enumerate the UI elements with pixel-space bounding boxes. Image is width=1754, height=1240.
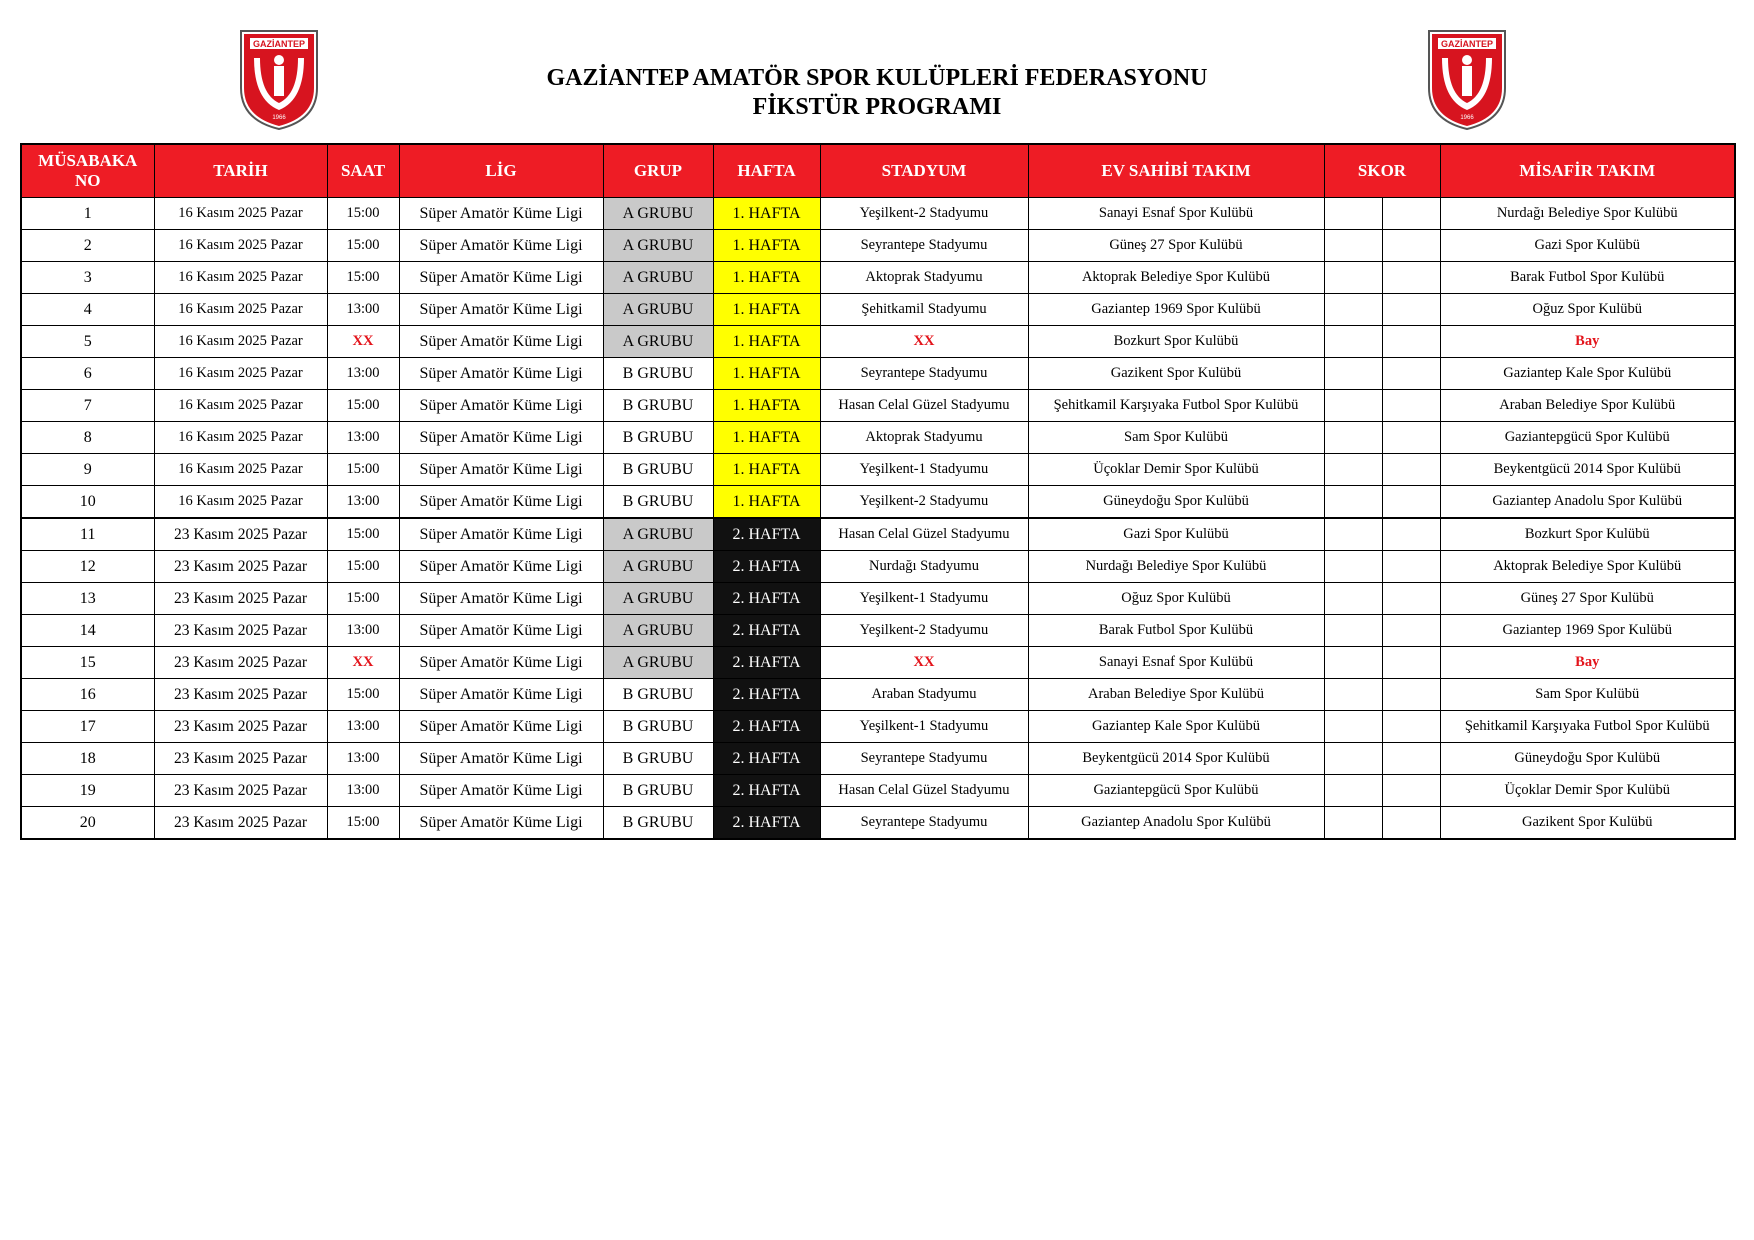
week-cell: 1. HAFTA (713, 230, 820, 262)
date-cell: 23 Kasım 2025 Pazar (154, 583, 327, 615)
score-away-cell (1382, 775, 1440, 807)
home-team-cell: Sanayi Esnaf Spor Kulübü (1028, 647, 1324, 679)
group-cell: A GRUBU (603, 518, 713, 551)
group-cell: A GRUBU (603, 230, 713, 262)
score-home-cell (1324, 262, 1382, 294)
score-home-cell (1324, 583, 1382, 615)
league-cell: Süper Amatör Küme Ligi (399, 775, 603, 807)
week-cell: 2. HAFTA (713, 679, 820, 711)
score-away-cell (1382, 647, 1440, 679)
date-cell: 23 Kasım 2025 Pazar (154, 647, 327, 679)
group-cell: B GRUBU (603, 486, 713, 519)
home-team-cell: Nurdağı Belediye Spor Kulübü (1028, 551, 1324, 583)
league-cell: Süper Amatör Küme Ligi (399, 615, 603, 647)
stadium-cell: Aktoprak Stadyumu (820, 422, 1028, 454)
table-row (21, 647, 1735, 679)
time-cell: 15:00 (327, 518, 399, 551)
table-row (21, 198, 1735, 230)
date-cell: 23 Kasım 2025 Pazar (154, 679, 327, 711)
date-cell: 16 Kasım 2025 Pazar (154, 262, 327, 294)
score-home-cell (1324, 551, 1382, 583)
time-cell: 13:00 (327, 422, 399, 454)
col-header-stadium: STADYUM (820, 144, 1028, 198)
week-cell: 2. HAFTA (713, 518, 820, 551)
home-team-cell: Oğuz Spor Kulübü (1028, 583, 1324, 615)
stadium-cell: Yeşilkent-2 Stadyumu (820, 486, 1028, 519)
match-no-cell: 12 (21, 551, 154, 583)
away-team-cell: Gazikent Spor Kulübü (1440, 807, 1735, 840)
home-team-cell: Gazi Spor Kulübü (1028, 518, 1324, 551)
score-home-cell (1324, 454, 1382, 486)
table-row (21, 422, 1735, 454)
home-team-cell: Bozkurt Spor Kulübü (1028, 326, 1324, 358)
away-team-cell: Oğuz Spor Kulübü (1440, 294, 1735, 326)
score-home-cell (1324, 230, 1382, 262)
match-no-cell: 14 (21, 615, 154, 647)
score-home-cell (1324, 711, 1382, 743)
away-team-cell: Gaziantepgücü Spor Kulübü (1440, 422, 1735, 454)
week-cell: 1. HAFTA (713, 390, 820, 422)
group-cell: A GRUBU (603, 551, 713, 583)
col-header-time: SAAT (327, 144, 399, 198)
away-team-cell: Gaziantep 1969 Spor Kulübü (1440, 615, 1735, 647)
league-cell: Süper Amatör Küme Ligi (399, 390, 603, 422)
score-away-cell (1382, 486, 1440, 519)
group-cell: B GRUBU (603, 454, 713, 486)
score-away-cell (1382, 198, 1440, 230)
table-row (21, 358, 1735, 390)
time-cell: 13:00 (327, 743, 399, 775)
week-cell: 1. HAFTA (713, 358, 820, 390)
league-cell: Süper Amatör Küme Ligi (399, 454, 603, 486)
week-cell: 2. HAFTA (713, 583, 820, 615)
stadium-cell: Yeşilkent-2 Stadyumu (820, 198, 1028, 230)
date-cell: 23 Kasım 2025 Pazar (154, 743, 327, 775)
match-no-cell: 9 (21, 454, 154, 486)
stadium-cell: Seyrantepe Stadyumu (820, 743, 1028, 775)
stadium-cell: Şehitkamil Stadyumu (820, 294, 1028, 326)
table-row (21, 743, 1735, 775)
table-row (21, 262, 1735, 294)
stadium-cell: Yeşilkent-1 Stadyumu (820, 454, 1028, 486)
date-cell: 16 Kasım 2025 Pazar (154, 390, 327, 422)
home-team-cell: Aktoprak Belediye Spor Kulübü (1028, 262, 1324, 294)
score-home-cell (1324, 198, 1382, 230)
time-cell: 15:00 (327, 583, 399, 615)
league-cell: Süper Amatör Küme Ligi (399, 647, 603, 679)
svg-text:1966: 1966 (272, 115, 286, 121)
score-away-cell (1382, 230, 1440, 262)
score-away-cell (1382, 679, 1440, 711)
score-home-cell (1324, 326, 1382, 358)
time-cell: 15:00 (327, 262, 399, 294)
date-cell: 16 Kasım 2025 Pazar (154, 294, 327, 326)
stadium-cell: XX (820, 647, 1028, 679)
stadium-cell: Hasan Celal Güzel Stadyumu (820, 518, 1028, 551)
date-cell: 23 Kasım 2025 Pazar (154, 711, 327, 743)
table-row (21, 775, 1735, 807)
score-away-cell (1382, 518, 1440, 551)
week-cell: 2. HAFTA (713, 551, 820, 583)
group-cell: A GRUBU (603, 294, 713, 326)
league-cell: Süper Amatör Küme Ligi (399, 583, 603, 615)
group-cell: A GRUBU (603, 647, 713, 679)
time-cell: 15:00 (327, 551, 399, 583)
week-cell: 1. HAFTA (713, 262, 820, 294)
away-team-cell: Güneydoğu Spor Kulübü (1440, 743, 1735, 775)
col-header-league: LİG (399, 144, 603, 198)
stadium-cell: Seyrantepe Stadyumu (820, 230, 1028, 262)
time-cell: 13:00 (327, 615, 399, 647)
away-team-cell: Güneş 27 Spor Kulübü (1440, 583, 1735, 615)
league-cell: Süper Amatör Küme Ligi (399, 422, 603, 454)
stadium-cell: Yeşilkent-2 Stadyumu (820, 615, 1028, 647)
away-team-cell: Sam Spor Kulübü (1440, 679, 1735, 711)
match-no-cell: 3 (21, 262, 154, 294)
group-cell: B GRUBU (603, 743, 713, 775)
match-no-cell: 10 (21, 486, 154, 519)
group-cell: B GRUBU (603, 679, 713, 711)
table-row (21, 486, 1735, 519)
home-team-cell: Üçoklar Demir Spor Kulübü (1028, 454, 1324, 486)
date-cell: 23 Kasım 2025 Pazar (154, 551, 327, 583)
league-cell: Süper Amatör Küme Ligi (399, 711, 603, 743)
time-cell: 15:00 (327, 198, 399, 230)
home-team-cell: Gaziantep 1969 Spor Kulübü (1028, 294, 1324, 326)
table-row (21, 454, 1735, 486)
match-no-cell: 18 (21, 743, 154, 775)
time-cell: 15:00 (327, 679, 399, 711)
week-cell: 2. HAFTA (713, 615, 820, 647)
league-cell: Süper Amatör Küme Ligi (399, 230, 603, 262)
table-row (21, 390, 1735, 422)
score-away-cell (1382, 422, 1440, 454)
group-cell: B GRUBU (603, 807, 713, 840)
match-no-cell: 4 (21, 294, 154, 326)
group-cell: B GRUBU (603, 422, 713, 454)
match-no-cell: 20 (21, 807, 154, 840)
stadium-cell: XX (820, 326, 1028, 358)
group-cell: A GRUBU (603, 198, 713, 230)
table-header-row (21, 144, 1735, 198)
svg-text:GAZİANTEP: GAZİANTEP (252, 39, 306, 49)
table-row (21, 294, 1735, 326)
table-row (21, 583, 1735, 615)
score-home-cell (1324, 807, 1382, 840)
away-team-cell: Şehitkamil Karşıyaka Futbol Spor Kulübü (1440, 711, 1735, 743)
score-home-cell (1324, 294, 1382, 326)
home-team-cell: Şehitkamil Karşıyaka Futbol Spor Kulübü (1028, 390, 1324, 422)
score-home-cell (1324, 775, 1382, 807)
time-cell: 15:00 (327, 807, 399, 840)
league-cell: Süper Amatör Küme Ligi (399, 679, 603, 711)
fixture-table (20, 143, 1736, 840)
score-away-cell (1382, 454, 1440, 486)
match-no-cell: 15 (21, 647, 154, 679)
group-cell: A GRUBU (603, 326, 713, 358)
score-home-cell (1324, 743, 1382, 775)
match-no-cell: 5 (21, 326, 154, 358)
home-team-cell: Barak Futbol Spor Kulübü (1028, 615, 1324, 647)
score-away-cell (1382, 615, 1440, 647)
stadium-cell: Hasan Celal Güzel Stadyumu (820, 775, 1028, 807)
match-no-cell: 1 (21, 198, 154, 230)
away-team-cell: Gaziantep Kale Spor Kulübü (1440, 358, 1735, 390)
week-cell: 1. HAFTA (713, 486, 820, 519)
match-no-cell: 17 (21, 711, 154, 743)
league-cell: Süper Amatör Küme Ligi (399, 358, 603, 390)
time-cell: 15:00 (327, 230, 399, 262)
table-row (21, 326, 1735, 358)
col-header-date: TARİH (154, 144, 327, 198)
match-no-cell: 6 (21, 358, 154, 390)
group-cell: A GRUBU (603, 262, 713, 294)
stadium-cell: Aktoprak Stadyumu (820, 262, 1028, 294)
away-team-cell: Nurdağı Belediye Spor Kulübü (1440, 198, 1735, 230)
week-cell: 2. HAFTA (713, 743, 820, 775)
stadium-cell: Seyrantepe Stadyumu (820, 807, 1028, 840)
score-away-cell (1382, 807, 1440, 840)
col-header-score: SKOR (1324, 144, 1440, 198)
date-cell: 16 Kasım 2025 Pazar (154, 422, 327, 454)
away-team-cell: Araban Belediye Spor Kulübü (1440, 390, 1735, 422)
time-cell: 15:00 (327, 454, 399, 486)
table-row (21, 230, 1735, 262)
away-team-cell: Beykentgücü 2014 Spor Kulübü (1440, 454, 1735, 486)
score-home-cell (1324, 518, 1382, 551)
date-cell: 16 Kasım 2025 Pazar (154, 230, 327, 262)
col-header-group: GRUP (603, 144, 713, 198)
home-team-cell: Beykentgücü 2014 Spor Kulübü (1028, 743, 1324, 775)
week-cell: 2. HAFTA (713, 807, 820, 840)
week-cell: 2. HAFTA (713, 711, 820, 743)
table-row (21, 807, 1735, 840)
home-team-cell: Güneş 27 Spor Kulübü (1028, 230, 1324, 262)
table-row (21, 518, 1735, 551)
home-team-cell: Gaziantepgücü Spor Kulübü (1028, 775, 1324, 807)
week-cell: 1. HAFTA (713, 326, 820, 358)
league-cell: Süper Amatör Küme Ligi (399, 807, 603, 840)
score-home-cell (1324, 390, 1382, 422)
league-cell: Süper Amatör Küme Ligi (399, 743, 603, 775)
score-away-cell (1382, 294, 1440, 326)
score-away-cell (1382, 551, 1440, 583)
home-team-cell: Sanayi Esnaf Spor Kulübü (1028, 198, 1324, 230)
score-home-cell (1324, 422, 1382, 454)
league-cell: Süper Amatör Küme Ligi (399, 198, 603, 230)
away-team-cell: Aktoprak Belediye Spor Kulübü (1440, 551, 1735, 583)
home-team-cell: Araban Belediye Spor Kulübü (1028, 679, 1324, 711)
date-cell: 16 Kasım 2025 Pazar (154, 358, 327, 390)
away-team-cell: Bozkurt Spor Kulübü (1440, 518, 1735, 551)
score-home-cell (1324, 647, 1382, 679)
stadium-cell: Yeşilkent-1 Stadyumu (820, 583, 1028, 615)
group-cell: A GRUBU (603, 615, 713, 647)
time-cell: 15:00 (327, 390, 399, 422)
time-cell: 13:00 (327, 775, 399, 807)
time-cell: 13:00 (327, 711, 399, 743)
score-home-cell (1324, 358, 1382, 390)
group-cell: B GRUBU (603, 711, 713, 743)
time-cell: 13:00 (327, 486, 399, 519)
away-team-cell: Barak Futbol Spor Kulübü (1440, 262, 1735, 294)
league-cell: Süper Amatör Küme Ligi (399, 326, 603, 358)
match-no-cell: 19 (21, 775, 154, 807)
group-cell: A GRUBU (603, 583, 713, 615)
score-home-cell (1324, 615, 1382, 647)
away-team-cell: Üçoklar Demir Spor Kulübü (1440, 775, 1735, 807)
match-no-cell: 8 (21, 422, 154, 454)
table-row (21, 615, 1735, 647)
group-cell: B GRUBU (603, 358, 713, 390)
score-away-cell (1382, 711, 1440, 743)
score-away-cell (1382, 326, 1440, 358)
week-cell: 1. HAFTA (713, 294, 820, 326)
time-cell: 13:00 (327, 358, 399, 390)
week-cell: 1. HAFTA (713, 422, 820, 454)
stadium-cell: Seyrantepe Stadyumu (820, 358, 1028, 390)
week-cell: 2. HAFTA (713, 775, 820, 807)
match-no-cell: 11 (21, 518, 154, 551)
league-cell: Süper Amatör Küme Ligi (399, 486, 603, 519)
stadium-cell: Hasan Celal Güzel Stadyumu (820, 390, 1028, 422)
col-header-week: HAFTA (713, 144, 820, 198)
score-home-cell (1324, 486, 1382, 519)
stadium-cell: Yeşilkent-1 Stadyumu (820, 711, 1028, 743)
home-team-cell: Sam Spor Kulübü (1028, 422, 1324, 454)
date-cell: 23 Kasım 2025 Pazar (154, 807, 327, 840)
date-cell: 23 Kasım 2025 Pazar (154, 775, 327, 807)
fixture-body (21, 198, 1735, 840)
league-cell: Süper Amatör Küme Ligi (399, 518, 603, 551)
match-no-cell: 7 (21, 390, 154, 422)
week-cell: 2. HAFTA (713, 647, 820, 679)
svg-text:GAZİANTEP: GAZİANTEP (1440, 39, 1494, 49)
home-team-cell: Gaziantep Kale Spor Kulübü (1028, 711, 1324, 743)
match-no-cell: 16 (21, 679, 154, 711)
home-team-cell: Güneydoğu Spor Kulübü (1028, 486, 1324, 519)
document-title: GAZİANTEP AMATÖR SPOR KULÜPLERİ FEDERASYONU (546, 65, 1208, 91)
league-cell: Süper Amatör Küme Ligi (399, 551, 603, 583)
score-away-cell (1382, 743, 1440, 775)
group-cell: B GRUBU (603, 775, 713, 807)
date-cell: 16 Kasım 2025 Pazar (154, 326, 327, 358)
svg-text:1966: 1966 (1460, 115, 1474, 121)
stadium-cell: Araban Stadyumu (820, 679, 1028, 711)
time-cell: XX (327, 326, 399, 358)
table-row (21, 679, 1735, 711)
date-cell: 16 Kasım 2025 Pazar (154, 454, 327, 486)
score-away-cell (1382, 583, 1440, 615)
home-team-cell: Gazikent Spor Kulübü (1028, 358, 1324, 390)
date-cell: 23 Kasım 2025 Pazar (154, 518, 327, 551)
score-away-cell (1382, 262, 1440, 294)
home-team-cell: Gaziantep Anadolu Spor Kulübü (1028, 807, 1324, 840)
match-no-cell: 13 (21, 583, 154, 615)
table-row (21, 551, 1735, 583)
away-team-cell: Gaziantep Anadolu Spor Kulübü (1440, 486, 1735, 519)
score-away-cell (1382, 390, 1440, 422)
date-cell: 16 Kasım 2025 Pazar (154, 486, 327, 519)
time-cell: XX (327, 647, 399, 679)
week-cell: 1. HAFTA (713, 198, 820, 230)
stadium-cell: Nurdağı Stadyumu (820, 551, 1028, 583)
away-team-cell: Bay (1440, 647, 1735, 679)
league-cell: Süper Amatör Küme Ligi (399, 294, 603, 326)
table-row (21, 711, 1735, 743)
col-header-match-no: MÜSABAKA NO (21, 144, 154, 198)
match-no-cell: 2 (21, 230, 154, 262)
score-home-cell (1324, 679, 1382, 711)
date-cell: 23 Kasım 2025 Pazar (154, 615, 327, 647)
week-cell: 1. HAFTA (713, 454, 820, 486)
away-team-cell: Gazi Spor Kulübü (1440, 230, 1735, 262)
document-subtitle: FİKSTÜR PROGRAMI (752, 94, 1002, 120)
away-team-cell: Bay (1440, 326, 1735, 358)
league-cell: Süper Amatör Küme Ligi (399, 262, 603, 294)
time-cell: 13:00 (327, 294, 399, 326)
col-header-away-team: MİSAFİR TAKIM (1440, 144, 1735, 198)
group-cell: B GRUBU (603, 390, 713, 422)
score-away-cell (1382, 358, 1440, 390)
col-header-home-team: EV SAHİBİ TAKIM (1028, 144, 1324, 198)
date-cell: 16 Kasım 2025 Pazar (154, 198, 327, 230)
